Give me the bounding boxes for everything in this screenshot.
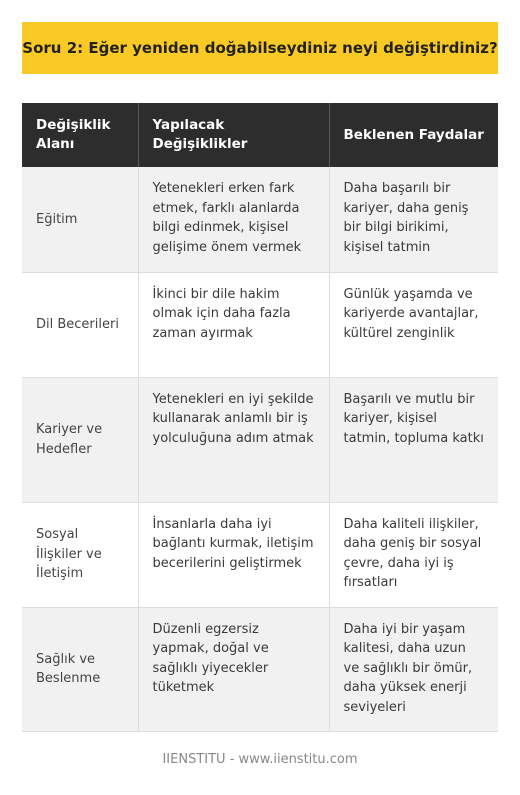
table-row xyxy=(22,167,498,272)
table-header-row xyxy=(22,103,498,167)
column-header-changes: Yapılacak Değişiklikler xyxy=(138,103,329,167)
cell-change: Düzenli egzersiz yapmak, doğal ve sağlıklı yiyecekler tüketmek xyxy=(138,607,329,731)
cell-area: Dil Becerileri xyxy=(22,272,138,377)
page-title: Soru 2: Eğer yeniden doğabilseydiniz neyi değiştirdiniz? xyxy=(22,39,498,57)
table-row xyxy=(22,377,498,502)
cell-benefit: Günlük yaşamda ve kariyerde avantajlar, kültürel zenginlik xyxy=(329,272,498,377)
table-row xyxy=(22,272,498,377)
column-header-area: Değişiklik Alanı xyxy=(22,103,138,167)
comparison-table xyxy=(22,103,498,732)
table-row xyxy=(22,502,498,607)
cell-benefit: Daha başarılı bir kariyer, daha geniş bir bilgi birikimi, kişisel tatmin xyxy=(329,167,498,272)
cell-change: Yetenekleri erken fark etmek, farklı alanlarda bilgi edinmek, kişisel gelişime önem vermek xyxy=(138,167,329,272)
cell-benefit: Daha iyi bir yaşam kalitesi, daha uzun ve sağlıklı bir ömür, daha yüksek enerji seviyeleri xyxy=(329,607,498,731)
cell-benefit: Başarılı ve mutlu bir kariyer, kişisel tatmin, topluma katkı xyxy=(329,377,498,502)
cell-area: Eğitim xyxy=(22,167,138,272)
footer-credit: IIENSTITU - www.iienstitu.com xyxy=(162,752,358,767)
cell-area: Sağlık ve Beslenme xyxy=(22,607,138,731)
cell-change: İkinci bir dile hakim olmak için daha fazla zaman ayırmak xyxy=(138,272,329,377)
table-row xyxy=(22,607,498,731)
column-header-benefits: Beklenen Faydalar xyxy=(329,103,498,167)
cell-area: Sosyal İlişkiler ve İletişim xyxy=(22,502,138,607)
cell-area: Kariyer ve Hedefler xyxy=(22,377,138,502)
cell-change: Yetenekleri en iyi şekilde kullanarak anlamlı bir iş yolculuğuna adım atmak xyxy=(138,377,329,502)
title-banner xyxy=(22,22,498,74)
cell-change: İnsanlarla daha iyi bağlantı kurmak, iletişim becerilerini geliştirmek xyxy=(138,502,329,607)
cell-benefit: Daha kaliteli ilişkiler, daha geniş bir sosyal çevre, daha iyi iş fırsatları xyxy=(329,502,498,607)
